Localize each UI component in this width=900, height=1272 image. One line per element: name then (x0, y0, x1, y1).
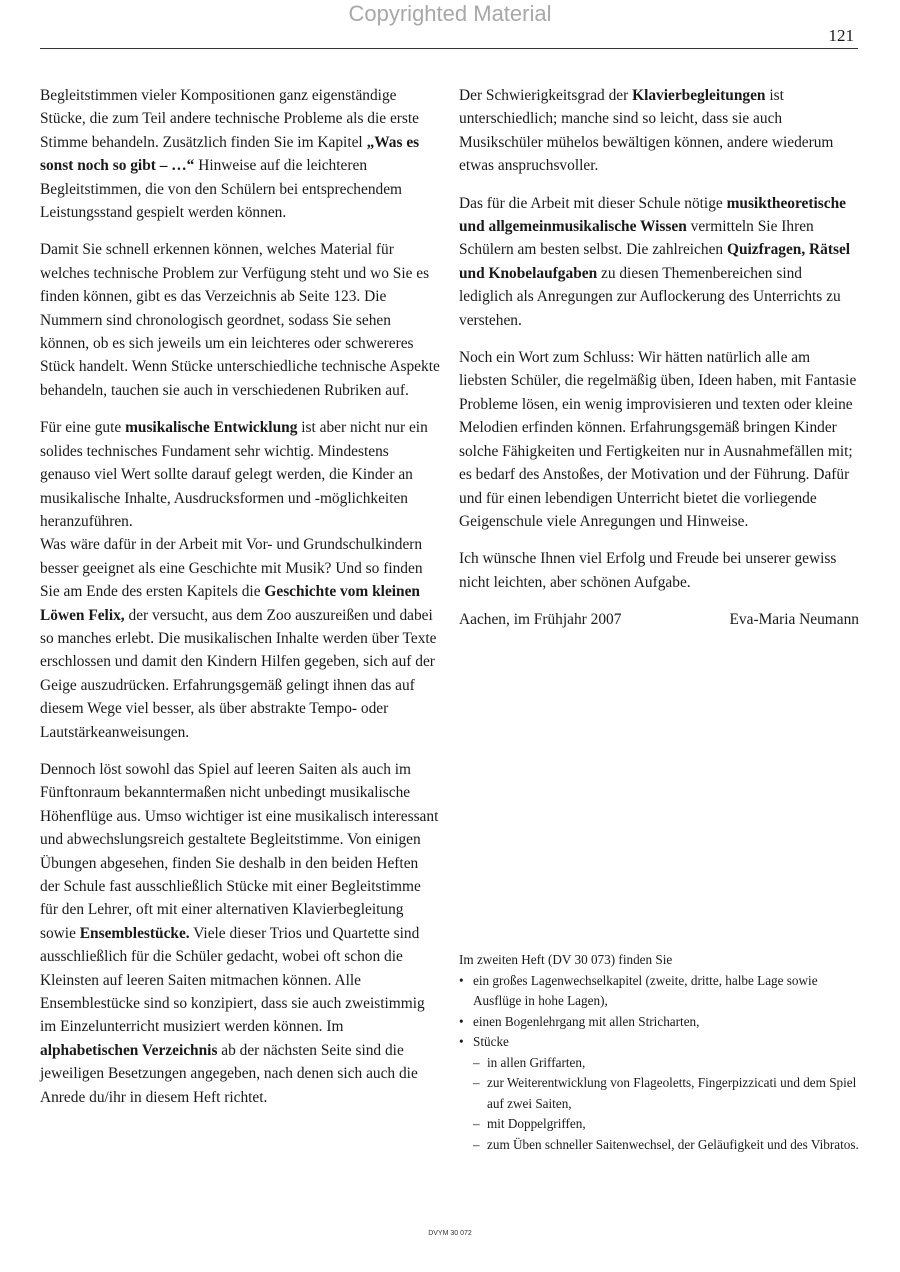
left-column (40, 84, 440, 1123)
bold-text: Quizfragen, Rätsel und Knobelaufgaben (459, 241, 851, 282)
bold-text: Geschichte vom kleinen Löwen Felix, (40, 583, 420, 624)
paragraph (40, 533, 440, 744)
text: Was wäre dafür in der Arbeit mit Vor- und Grundschulkindern besser geeignet als eine Geschichte mit Musik? Und so finden Sie am Ende des ersten Kapitels die (40, 536, 423, 601)
paragraph: Ich wünsche Ihnen viel Erfolg und Freude bei unserer gewiss nicht leichten, aber schönen Aufgabe. (459, 550, 837, 591)
sub-list-item: – mit Doppelgriffen, (459, 1114, 859, 1135)
paragraph: Damit Sie schnell erkennen können, welches Material für welches technische Problem zur Verfügung steht und wo Sie es finden können, gibt es das Verzeichnis ab Seite 123. Die Nummern sind chronologisch geordnet, sodass Sie sehen können, ob es sich jeweils um ein leichteres oder schwereres Stück handelt. Wenn Stücke unterschiedliche technische Aspekte behandeln, tauchen sie auch in verschiedenen Rubriken auf. (40, 241, 440, 399)
right-column (459, 84, 859, 632)
bold-text: musiktheoretische und allgemeinmusikalische Wissen (459, 194, 846, 236)
text: ist aber nicht nur ein solides technisches Fundament sehr wichtig. Mindestens genauso viel Wert sollte darauf gelegt werden, die Kinder an musikalische Inhalte, Ausdrucksformen und -möglichkeiten heranzuführen. (40, 419, 428, 530)
text: Dennoch löst sowohl das Spiel auf leeren Saiten als auch im Fünftonraum bekanntermaßen nicht unbedingt musikalische Höhenflüge aus. Umso wichtiger ist eine musikalisch interessant und abwechslungsreich gestaltete Begleitstimme. Von einigen Übungen abgesehen, finden Sie deshalb in den beiden Heften der Schule fast ausschließlich Stücke mit einer Begleitstimme für den Lehrer, oft mit einer alternativen Klavierbegleitung sowie (40, 760, 439, 942)
sub-list-item: – in allen Griffarten, (459, 1053, 859, 1074)
text: ab der nächsten Seite sind die jeweiligen Besetzungen angegeben, nach denen sich auch die Anrede du/ihr in diesem Heft richtet. (40, 1041, 418, 1106)
paragraph: Noch ein Wort zum Schluss: Wir hätten natürlich alle am liebsten Schüler, die regelmäßig üben, Ideen haben, mit Fantasie Probleme lösen, ein wenig improvisieren und texten oder kleine Melodien erfinden können. Erfahrungsgemäß bringen Kinder solche Fähigkeiten und Fertigkeiten nur in Ausnahmefällen mit; es bedarf des Anstoßes, der Motivation und der Führung. Dafür und für einen lebendigen Unterricht bietet die vorliegende Geigenschule viele Anregungen und Hinweise. (459, 349, 857, 530)
bold-text: musikalische Entwicklung (125, 419, 298, 437)
author-name: Eva-Maria Neumann (729, 611, 859, 629)
text: zu diesen Themenbereichen sind lediglich als Anregungen zur Auflockerung des Unterrichts zu verstehen. (459, 264, 841, 329)
text: Für eine gute (40, 419, 126, 437)
note-list (459, 971, 859, 1156)
sub-list-item: – zum Üben schneller Saitenwechsel, der Geläufigkeit und des Vibratos. (459, 1135, 859, 1156)
bold-text: alphabetischen Verzeichnis (40, 1041, 218, 1059)
sub-list-item: – zur Weiterentwicklung von Flageoletts, Fingerpizzicati und dem Spiel auf zwei Saiten, (459, 1073, 859, 1114)
bold-text: Ensemblestücke. (79, 924, 190, 942)
copyright-watermark: Copyrighted Material (348, 1, 552, 26)
second-volume-note (459, 950, 859, 1155)
place-date: Aachen, im Frühjahr 2007 (459, 611, 622, 629)
header-rule (40, 48, 858, 49)
footer-code: DVYM 30 072 (428, 1230, 472, 1237)
list-item: • einen Bogenlehrgang mit allen Stricharten, (459, 1012, 859, 1033)
text: Begleitstimmen vieler Kompositionen ganz eigenständige Stücke, die zum Teil andere technische Probleme als die erste Stimme behandeln. Zusätzlich finden Sie im Kapitel (40, 87, 419, 151)
list-item: • Stücke (459, 1032, 859, 1053)
text: Der Schwierigkeitsgrad der (459, 87, 633, 104)
bold-text: „Was es sonst noch so gibt – …“ (40, 133, 420, 175)
page-number: 121 (828, 26, 854, 45)
bold-text: Klavierbegleitungen (632, 87, 766, 104)
text: ist unterschiedlich; manche sind so leicht, dass sie auch Musikschüler mühelos bewältigen können, andere wiederum etwas anspruchsvoller. (459, 87, 834, 175)
paragraph (40, 84, 440, 224)
text: vermitteln Sie Ihren Schülern am besten selbst. Die zahlreichen (459, 218, 814, 259)
text: Das für die Arbeit mit dieser Schule nötige (459, 194, 727, 212)
paragraph (459, 84, 859, 178)
text: der versucht, aus dem Zoo auszureißen und dabei so manches erlebt. Die musikalischen Inhalte werden über Texte erschlossen und damit den Kindern Hilfen gegeben, sich auf der Geige auszudrücken. Erfahrungsgemäß gelingt ihnen das auf diesem Wege viel besser, als über abstrakte Tempo- oder Lautstärkeanweisungen. (40, 606, 437, 741)
text: Viele dieser Trios und Quartette sind ausschließlich für die Schüler gedacht, wobei oft schon die Kleinsten auf leeren Saiten mitmachen können. Alle Ensemblestücke sind so konzipiert, dass sie auch zweistimmig im Einzelunterricht musiziert werden können. Im (40, 924, 425, 1036)
signature-line (459, 608, 859, 631)
paragraph (459, 192, 859, 332)
list-item: • ein großes Lagenwechselkapitel (zweite, dritte, halbe Lage sowie Ausflüge in hohe Lagen), (459, 971, 859, 1012)
text: Hinweise auf die leichteren Begleitstimmen, die von den Schülern bei entsprechendem Leistungsstand gespielt werden können. (40, 157, 403, 222)
paragraph (40, 416, 440, 533)
note-heading: Im zweiten Heft (DV 30 073) finden Sie (459, 952, 673, 967)
paragraph (40, 758, 440, 1109)
